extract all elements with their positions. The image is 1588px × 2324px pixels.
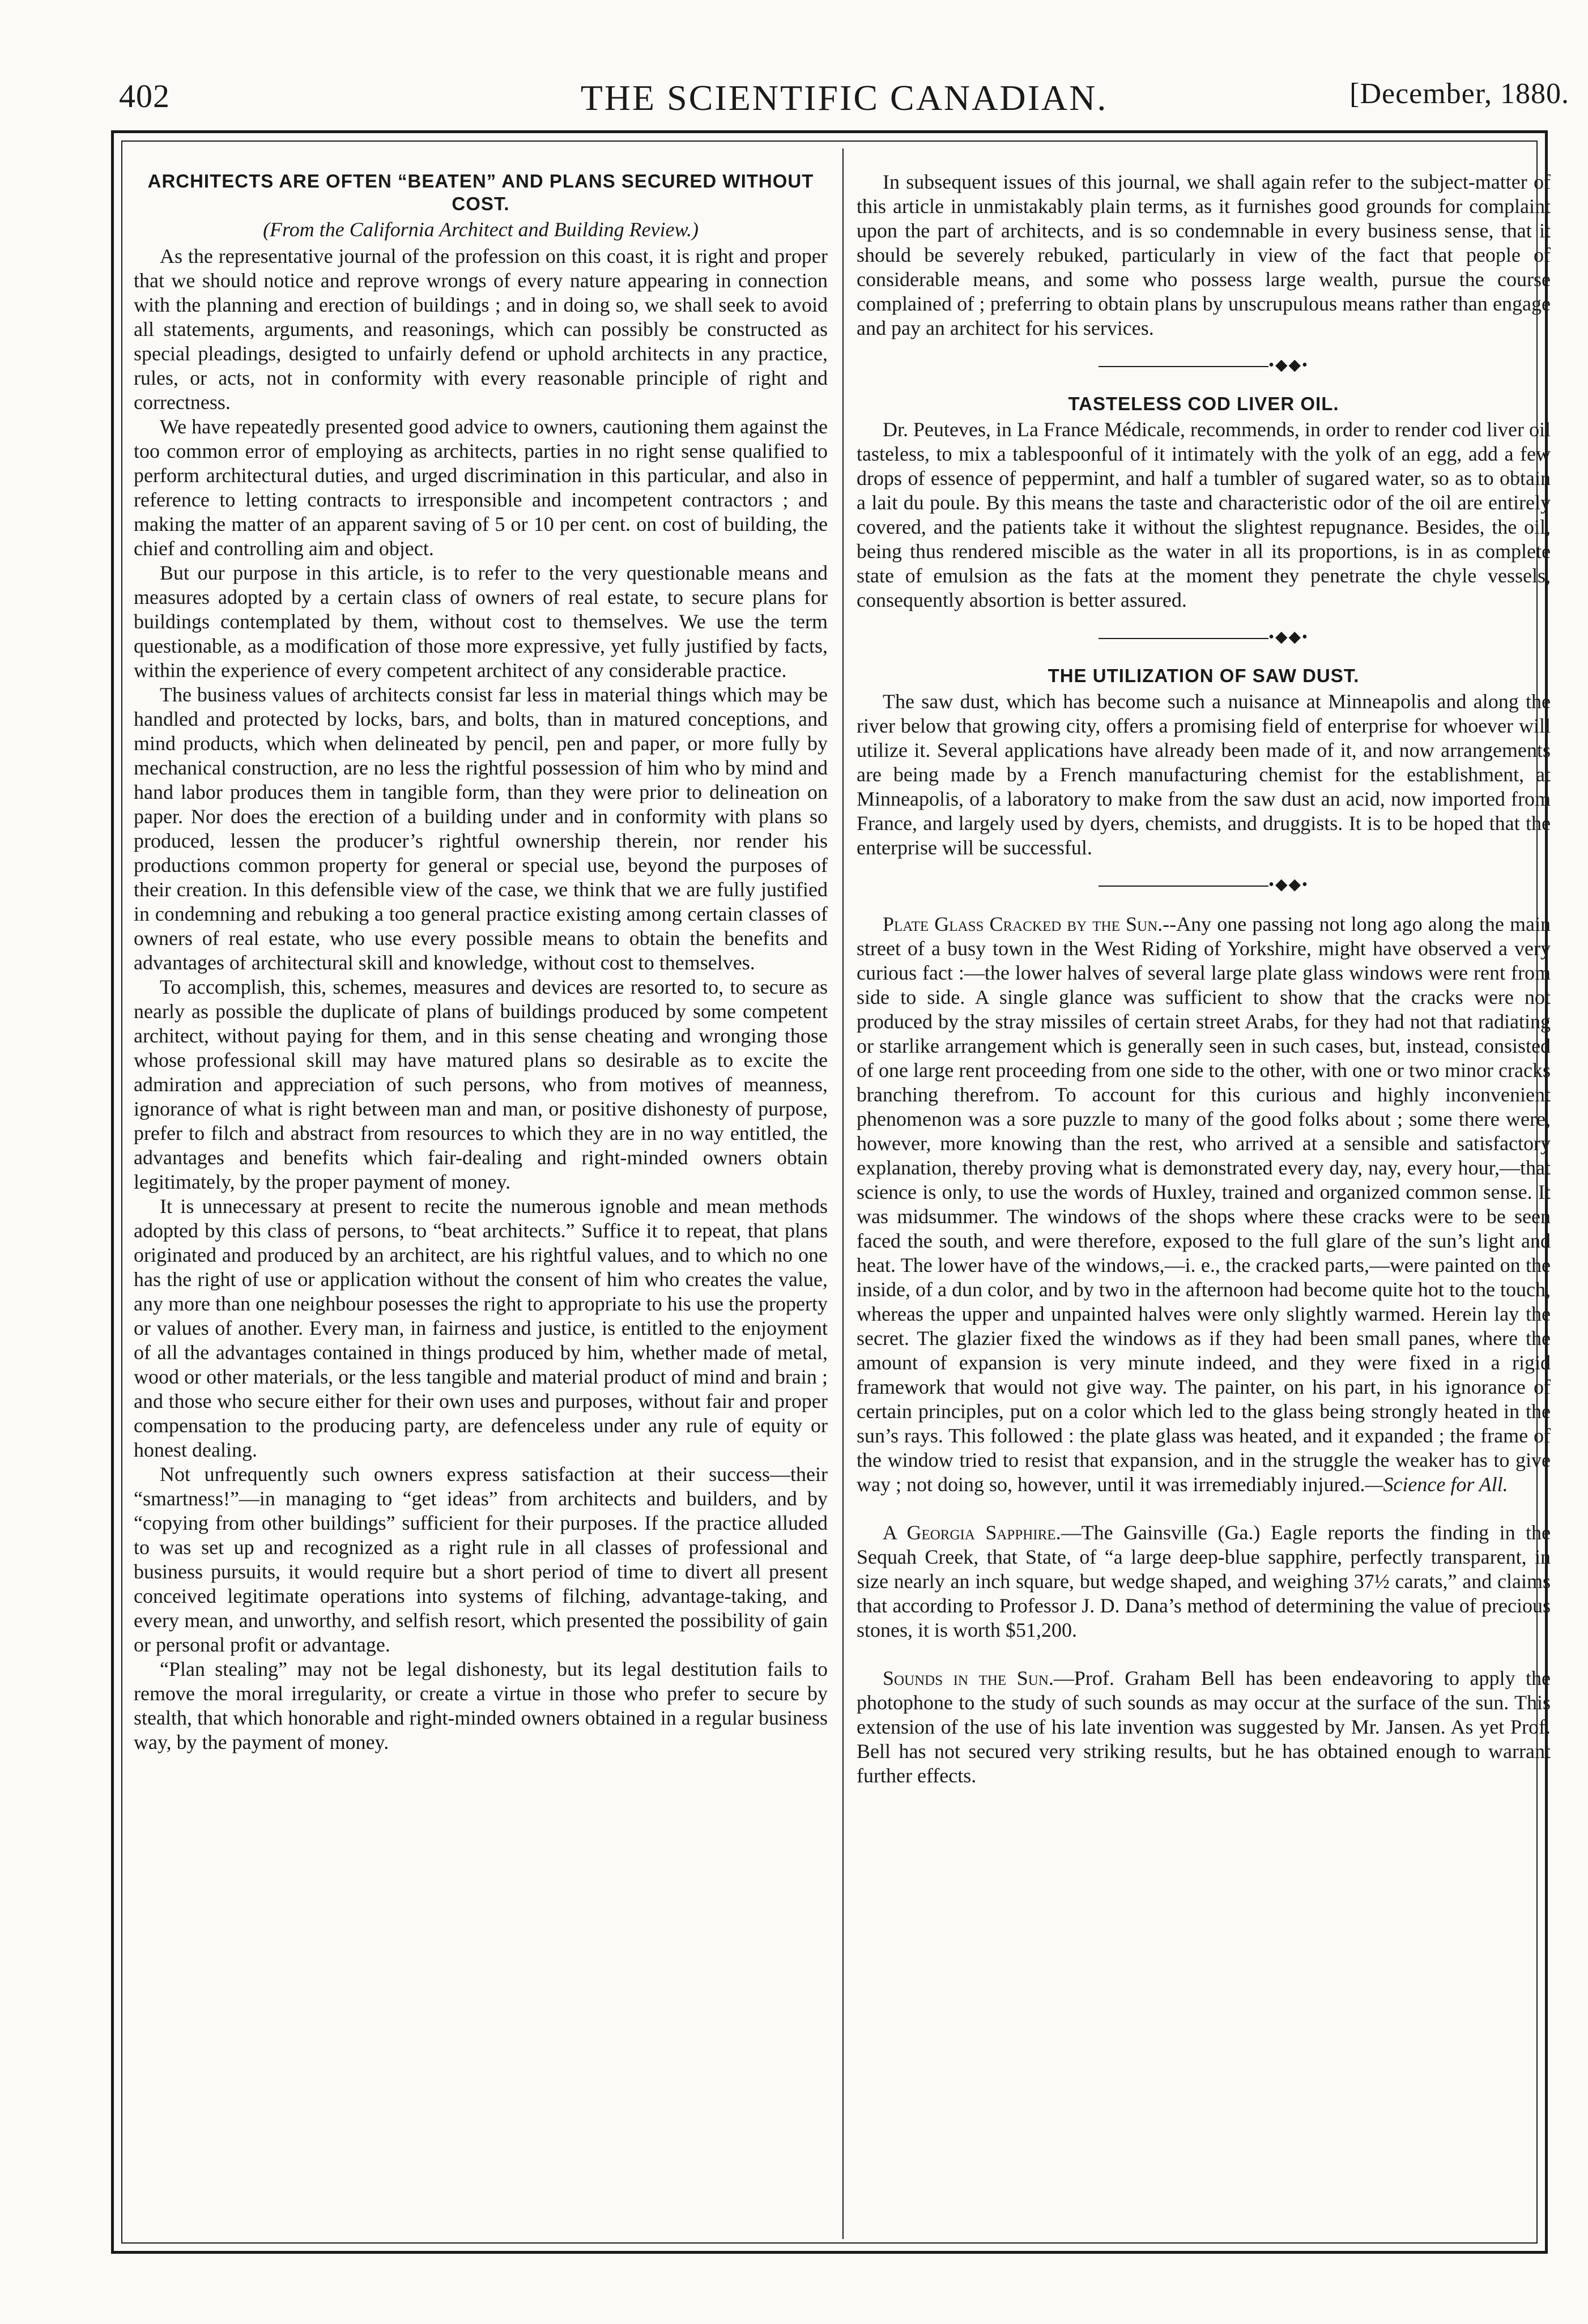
sun-sounds-lead: Sounds in the Sun. [883,1667,1054,1689]
page-header [119,73,1569,124]
sun-sounds-item [857,1666,1551,1788]
sapphire-text: —The Gainsville (Ga.) Eagle reports the finding in the Sequah Creek, that State, of “a large deep-blue sapphire, perfectly transparent, in size nearly an inch square, but wedge shaped, and weighing 37½ carats,” and claims that according to Professor J. D. Dana’s method of determining the value of precious stones, it is worth $51,200. [857,1521,1551,1641]
article-paragraph: The business values of architects consist far less in material things which may be handled and protected by locks, bars, and bolts, than in matured conceptions, and mind products, which when delineated by pencil, pen and paper, or more fully by mechanical construction, are no less the rightful possession of him who by mind and hand labor produces them in tangible form, than they were prior to delineation on paper. Nor does the erection of a building under and in conformity with plans so produced, lessen the producer’s rightful ownership therein, nor render his productions common property for general or special use, beyond the purposes of their creation. In this defensible view of the case, we think that we are fully justified in condemning and rebuking a too general practice existing among certain classes of owners of real estate, who use every possible means to obtain the benefits and advantages of architectural skill and knowledge, without cost to themselves. [134,683,828,974]
section-divider [857,357,1551,373]
article-paragraph: To accomplish, this, schemes, measures and devices are resorted to, to secure as nearly as possible the duplicate of plans of buildings produced by some competent architect, without paying for them, and in this sense cheating and wronging those whose professional skill may have matured plans so desirable as to excite the admiration and appreciation of such persons, who from motives of meanness, ignorance of what is right between man and man, or positive dishonesty of purpose, prefer to filch and abstract from resources to which they are in no way entitled, the advantages and benefits which fair-dealing and right-minded owners obtain legitimately, by the proper payment of money. [134,976,828,1193]
divider-ornament: •◆◆• [1268,628,1309,646]
sapphire-lead: A Georgia Sapphire. [883,1521,1061,1544]
article-paragraph: We have repeatedly presented good advice to owners, cautioning them against the too common error of employing as architects, parties in no right sense qualified to perform architectural duties, and urged discrimination in this particular, and also in reference to letting contracts to irresponsible and incompetent contractors ; and making the matter of an apparent saving of 5 or 10 per cent. on cost of building, the chief and controlling aim and object. [134,415,828,560]
plate-glass-credit: —Science for All. [1365,1473,1508,1496]
cod-liver-oil-heading: TASTELESS COD LIVER OIL. [1068,393,1339,414]
cod-liver-oil-text: Dr. Peuteves, in La France Médicale, recommends, in order to render cod liver oil tasteless, to mix a tablespoonful of it intimately with the yolk of an egg, add a few drops of essence of peppermint, and half a tumbler of sugared water, so as to obtain a lait du poule. By this means the taste and characteristic odor of the oil are entirely covered, and the patients take it without the slightest repugnance. Besides, the oil, being thus rendered miscible as the water in all its proportions, is in as complete state of emulsion as the fats at the moment they penetrate the chyle vessels, consequently absortion is better assured. [857,418,1551,611]
article-paragraph: As the representative journal of the profession on this coast, it is right and proper that we should notice and reprove wrongs of every nature appearing in connection with the planning and erection of buildings ; and in doing so, we shall seek to avoid all statements, arguments, and reasonings, which can possibly be constructed as special pleadings, desigted to unfairly defend or uphold architects in any practice, rules, or acts, not in conformity with every reasonable principle of right and correctness. [134,245,828,414]
saw-dust-heading: THE UTILIZATION OF SAW DUST. [1048,665,1360,686]
saw-dust-text: The saw dust, which has become such a nuisance at Minneapolis and along the river below that growing city, offers a promising field of enterprise for whoever will utilize it. Several applications have already been made of it, and now arrangements are being made by a French manufacturing chemist for the establishment, at Minneapolis, of a laboratory to make from the saw dust an acid, now imported from France, and largely used by dyers, chemists, and druggists. It is to be hoped that the enterprise will be successful. [857,690,1551,859]
architects-continuation: In subsequent issues of this journal, we shall again refer to the subject-matter of this article in unmistakably plain terms, as it furnishes good grounds for complaint upon the part of architects, and is so condemnable in every business sense, that it should be severely rebuked, particularly in view of the fact that people of considerable means, and some who possess large wealth, pursue the course complained of ; preferring to obtain plans by unscrupulous means rather than engage and pay an architect for his services. [857,171,1551,339]
section-divider [857,877,1551,893]
article-paragraph: “Plan stealing” may not be legal dishonesty, but its legal destitution fails to remove the moral irregularity, or create a virtue in those who prefer to secure by stealth, that which honorable and right-minded owners obtained in a regular business way, by the payment of money. [134,1658,828,1753]
architects-article-heading: ARCHITECTS ARE OFTEN “BEATEN” AND PLANS SECURED WITHOUT COST. [147,171,814,214]
section-divider [857,629,1551,645]
column-rule [842,148,844,2239]
article-paragraph: Not unfrequently such owners express satisfaction at their success—their “smartness!”—in managing to “get ideas” from architects and builders, and by “copying from other buildings” sufficient for their purposes. If the practice alluded to was set up and recognized as a right rule in all classes of professional and business pursuits, it would require but a short period of time to divert all present conceived legitimate operations into systems of filching, advantage-taking, and every mean, and unworthy, and selfish resort, which presented the possibility of gain or personal profit or advantage. [134,1463,828,1656]
sun-sounds-text: —Prof. Graham Bell has been endeavoring to apply the photophone to the study of such sounds as may occur at the surface of the sun. This extension of the use of his late invention was suggested by Mr. Jansen. As yet Prof. Bell has not secured very striking results, but he has obtained enough to warrant further effects. [857,1667,1551,1787]
journal-title: THE SCIENTIFIC CANADIAN. [580,78,1108,118]
divider-ornament: •◆◆• [1268,876,1309,893]
article-paragraph: But our purpose in this article, is to refer to the very questionable means and measures adopted by a certain class of owners of real estate, to secure plans for buildings contemplated by them, without cost to themselves. We use the term questionable, as a modification of those more expressive, yet fully justified by facts, within the experience of every competent architect of any considerable practice. [134,561,828,682]
left-column [134,170,828,2232]
architects-article-source: (From the California Architect and Building Review.) [263,218,699,241]
plate-glass-lead: Plate Glass Cracked by the Sun. [883,913,1163,935]
sapphire-item [857,1521,1551,1642]
divider-ornament: •◆◆• [1268,356,1309,374]
article-paragraph: It is unnecessary at present to recite the numerous ignoble and mean methods adopted by this class of persons, to “beat architects.” Suffice it to repeat, that plans originated and produced by an architect, are his rightful values, and to which no one has the right of use or application without the consent of him who creates the value, any more than one neighbour posesses the right to appropriate to his use the property or values of another. Every man, in fairness and justice, is entitled to the enjoyment of all the advantages contained in things produced by him, whether made of metal, wood or other materials, or the less tangible and material product of mind and brain ; and those who secure either for their own uses and purposes, without fair and proper compensation to the producing party, are defenceless under any rule of equity or honest dealing. [134,1195,828,1461]
issue-date: [December, 1880. [1349,78,1569,110]
page-number: 402 [119,78,170,114]
right-column [857,170,1551,2232]
plate-glass-text: --Any one passing not long ago along the main street of a busy town in the West Riding of Yorkshire, might have observed a very curious fact :—the lower halves of several large plate glass windows were rent from side to side. A single glance was sufficient to show that the cracks were not produced by the stray missiles of certain street Arabs, for they had not that radiating or starlike arrangement which is generally seen in such cases, but, instead, consisted of one large rent proceeding from one side to the other, with one or two minor cracks branching therefrom. To account for this curious and highly inconvenient phenomenon was a sore puzzle to many of the good folks about ; some there were, however, more knowing than the rest, who arrived at a sensible and satisfactory explanation, thereby proving what is demonstrated every day, nay, every hour,—that science is only, to use the words of Huxley, trained and organized common sense. It was midsummer. The windows of the shops where these cracks were to be seen faced the south, and were therefore, exposed to the full glare of the sun’s light and heat. The lower have of the windows,—i. e., the cracked parts,—were painted on the inside, of a dun color, and by two in the afternoon had become quite hot to the touch, whereas the upper and unpainted halves were only slightly warmed. Herein lay the secret. The glazier fixed the windows as if they had been small panes, where the amount of expansion is very minute indeed, and they were fixed in a rigid framework that would not give way. The painter, on his part, in his ignorance of certain principles, put on a color which led to the glass being strongly heated in the sun’s rays. This followed : the plate glass was heated, and it expanded ; the frame of the window tried to resist that expansion, and in the struggle the weaker has to give way ; not doing so, however, until it was irremediably injured. [857,913,1551,1496]
plate-glass-item [857,912,1551,1497]
